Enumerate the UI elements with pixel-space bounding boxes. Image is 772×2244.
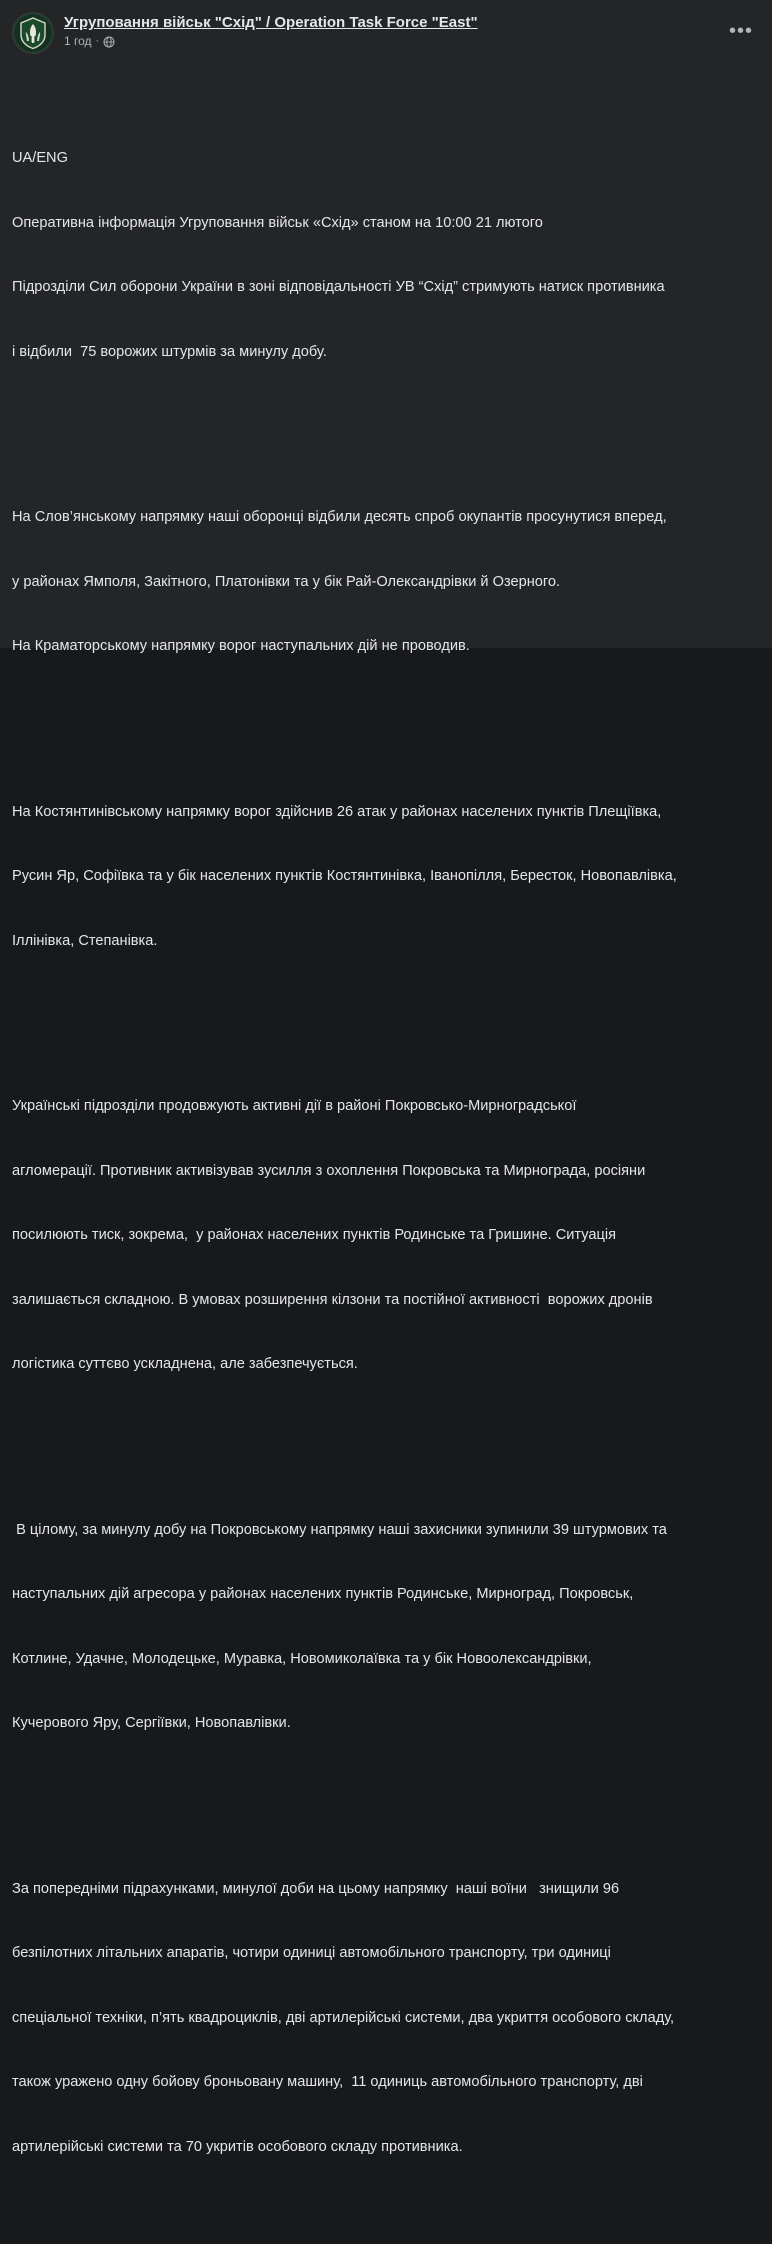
post-paragraph — [12, 464, 760, 701]
post-line: наступальних дій агресора у районах населених пунктів Родинське, Мирноград, Покровськ, — [12, 1586, 634, 1602]
post-line: На Краматорському напрямку ворог наступальних дій не проводив. — [12, 638, 470, 654]
avatar[interactable] — [12, 12, 54, 54]
post-paragraph — [12, 1053, 760, 1419]
military-emblem-avatar-icon — [14, 14, 52, 52]
post-line: посилюють тиск, зокрема, у районах населених пунктів Родинське та Гришине. Ситуація — [12, 1227, 617, 1243]
post-line: Іллінівка, Степанівка. — [12, 932, 158, 949]
post-timestamp[interactable]: 1 год — [64, 34, 92, 48]
post-header — [12, 10, 760, 60]
post-paragraph — [12, 105, 760, 406]
post-line: агломерації. Противник активізував зусилля з охоплення Покровська та Мирнограда, росіяни — [12, 1162, 646, 1179]
meta-separator: · — [95, 35, 100, 47]
post-line: спеціальної техніки, п’ять квадроциклів, дві артилерійські системи, два укриття особового складу, — [12, 2009, 675, 2026]
post-paragraph — [12, 1477, 760, 1778]
post-header-text — [64, 12, 478, 49]
post-line: За попередніми підрахунками, минулої доби на цьому напрямку наші воїни знищили 96 — [12, 1880, 620, 1897]
post-line: Русин Яр, Софіївка та у бік населених пунктів Костянтинівка, Іванопілля, Бересток, Новопавлівка, — [12, 868, 677, 884]
post-paragraph — [12, 1836, 760, 2202]
post-line: UA/ENG — [12, 150, 68, 166]
post-meta-row — [64, 34, 478, 49]
post-line: Кучерового Яру, Сергіївки, Новопавлівки. — [12, 1715, 291, 1731]
post-line: На Слов’янському напрямку наші оборонці відбили десять спроб окупантів просунутися вперед, — [12, 509, 667, 525]
post-line: залишається складною. В умовах розширення кілзони та постійної активності ворожих дронів — [12, 1291, 653, 1308]
page-name-link[interactable]: Угруповання військ "Схід" / Operation Task Force "East" — [64, 14, 478, 31]
post-line: логістика суттєво ускладнена, але забезпечується. — [12, 1356, 358, 1372]
post-line: Котлине, Удачне, Молодецьке, Муравка, Новомиколаївка та у бік Новоолександрівки, — [12, 1650, 592, 1667]
more-options-icon[interactable]: ••• — [728, 20, 753, 42]
post-line: і відбили 75 ворожих штурмів за минулу добу. — [12, 343, 327, 360]
post-body — [12, 60, 760, 2244]
post-line: безпілотних літальних апаратів, чотири одиниці автомобільного транспорту, три одиниці — [12, 1945, 611, 1961]
post-paragraph — [12, 759, 760, 996]
post-line: у районах Ямполя, Закітного, Платонівки та у бік Рай-Олександрівки й Озерного. — [12, 573, 561, 590]
post-line: Оперативна інформація Угруповання військ «Схід» станом на 10:00 21 лютого — [12, 214, 543, 231]
post-line: також уражено одну бойову броньовану машину, 11 одиниць автомобільного транспорту, дві — [12, 2074, 643, 2090]
post-line: Підрозділи Сил оборони України в зоні відповідальності УВ “Схід” стримують натиск противника — [12, 279, 665, 295]
post-line: На Костянтинівському напрямку ворог здійснив 26 атак у районах населених пунктів Плещіївка, — [12, 803, 662, 820]
post-line: артилерійські системи та 70 укритів особового складу противника. — [12, 2138, 463, 2155]
globe-icon — [103, 36, 115, 48]
post-line: В цілому, за минулу добу на Покровському напрямку наші захисники зупинили 39 штурмових та — [12, 1521, 667, 1538]
post-line: Українські підрозділи продовжують активні дії в районі Покровсько-Мирноградської — [12, 1098, 577, 1114]
